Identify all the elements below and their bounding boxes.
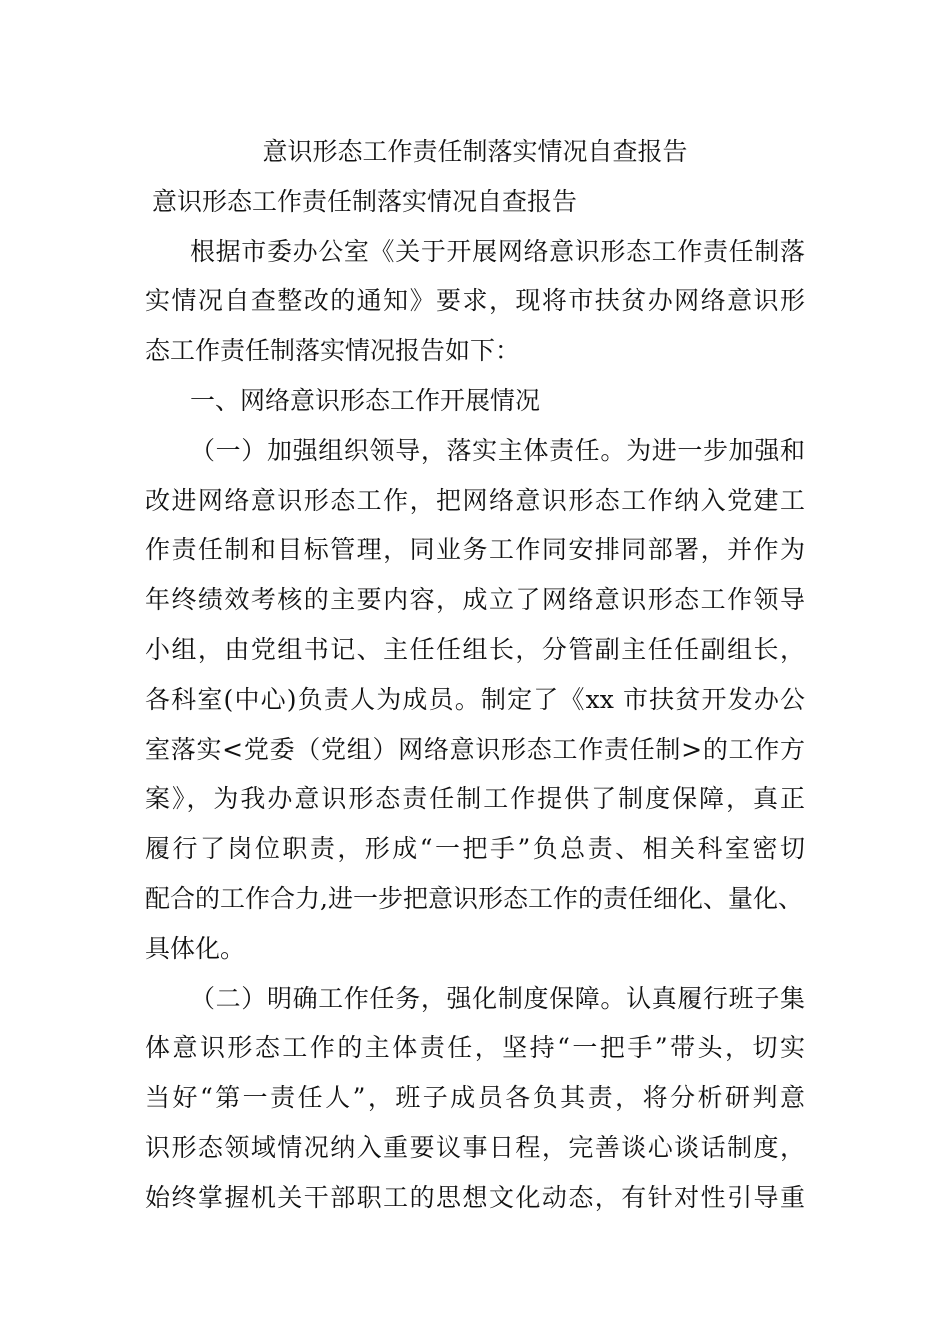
text-line: 体意识形态工作的主体责任，坚持“一把手”带头，切实 <box>145 1033 805 1063</box>
document-body <box>145 227 805 1223</box>
text-line: 始终掌握机关干部职工的思想文化动态，有针对性引导重 <box>145 1182 805 1212</box>
text-line: 作责任制和目标管理，同业务工作同安排同部署，并作为 <box>145 535 805 565</box>
document-title: 意识形态工作责任制落实情况自查报告 <box>262 137 688 166</box>
text-line: 小组，由党组书记、主任任组长，分管副主任任副组长， <box>145 634 805 664</box>
text-line: 态工作责任制落实情况报告如下： <box>145 336 521 366</box>
text-line: 各科室(中心)负责人为成员。制定了《xx 市扶贫开发办公 <box>145 684 805 714</box>
text-line: 室落实<党委（党组）网络意识形态工作责任制>的工作方 <box>145 734 805 764</box>
text-line: 配合的工作合力,进一步把意识形态工作的责任细化、量化、 <box>145 883 803 913</box>
text-line: 改进网络意识形态工作，把网络意识形态工作纳入党建工 <box>145 485 805 515</box>
paragraph-tasks <box>145 974 805 1223</box>
text-line: （二）明确工作任务，强化制度保障。认真履行班子集 <box>190 983 805 1013</box>
heading-line: 一、网络意识形态工作开展情况 <box>190 385 541 415</box>
document-subtitle: 意识形态工作责任制落实情况自查报告 <box>152 186 578 216</box>
text-line: 识形态领域情况纳入重要议事日程，完善谈心谈话制度， <box>145 1132 805 1162</box>
text-line: （一）加强组织领导，落实主体责任。为进一步加强和 <box>190 435 805 465</box>
text-line: 实情况自查整改的通知》要求，现将市扶贫办网络意识形 <box>145 286 805 316</box>
document-content <box>0 127 950 1223</box>
text-line: 履行了岗位职责，形成“一把手”负总责、相关科室密切 <box>145 834 805 864</box>
paragraph-intro <box>145 227 805 376</box>
text-line: 根据市委办公室《关于开展网络意识形态工作责任制落 <box>190 236 805 266</box>
paragraph-organization <box>145 426 805 974</box>
text-line: 具体化。 <box>145 933 246 963</box>
text-line: 年终绩效考核的主要内容，成立了网络意识形态工作领导 <box>145 585 805 615</box>
text-line: 当好“第一责任人”，班子成员各负其责，将分析研判意 <box>145 1083 805 1113</box>
text-line: 案》，为我办意识形态责任制工作提供了制度保障，真正 <box>145 784 805 814</box>
section-heading <box>145 376 805 426</box>
